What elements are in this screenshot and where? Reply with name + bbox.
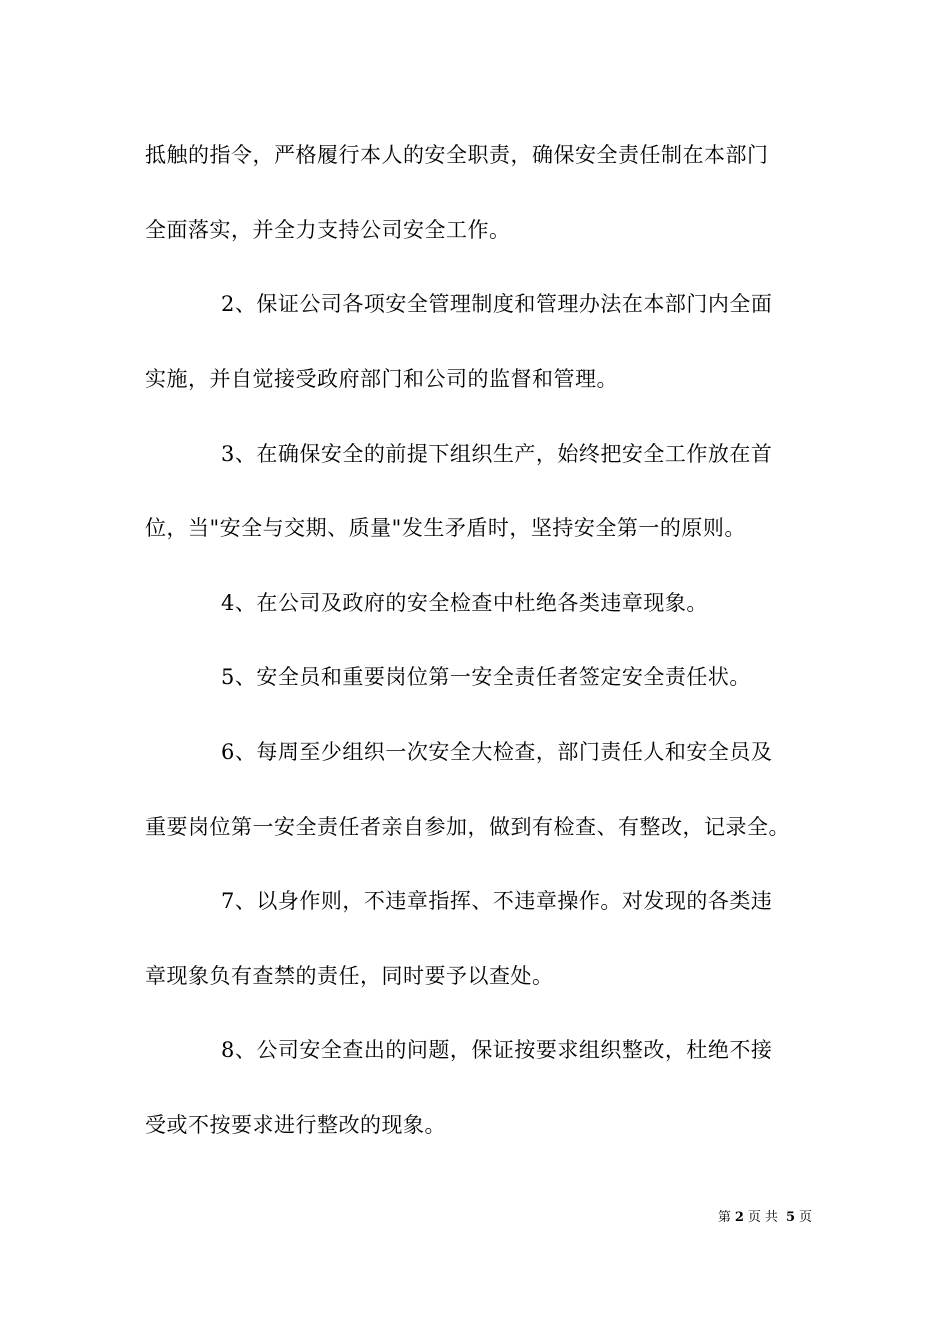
footer-page-word: 页 bbox=[747, 1210, 761, 1225]
text-line: 受或不按要求进行整改的现象。 bbox=[145, 1113, 446, 1137]
current-page-number: 2 bbox=[734, 1210, 744, 1225]
page-footer bbox=[0, 1209, 812, 1227]
paragraph-5: 5、安全员和重要岗位第一安全责任者签定安全责任状。 bbox=[221, 665, 751, 689]
text-line: 章现象负有查禁的责任，同时要予以查处。 bbox=[145, 964, 554, 988]
paragraph-6-start: 6、每周至少组织一次安全大检查，部门责任人和安全员及 bbox=[221, 740, 773, 764]
paragraph-7-start: 7、以身作则，不违章指挥、不违章操作。对发现的各类违 bbox=[221, 889, 773, 913]
footer-total-word: 共 bbox=[764, 1210, 778, 1225]
text-line: 位，当"安全与交期、质量"发生矛盾时，坚持安全第一的原则。 bbox=[145, 516, 746, 540]
text-line: 抵触的指令，严格履行本人的安全职责，确保安全责任制在本部门 bbox=[145, 143, 769, 167]
footer-suffix: 页 bbox=[798, 1210, 812, 1225]
text-line: 重要岗位第一安全责任者亲自参加，做到有检查、有整改，记录全。 bbox=[145, 815, 790, 839]
footer-prefix: 第 bbox=[717, 1210, 731, 1225]
paragraph-3-start: 3、在确保安全的前提下组织生产，始终把安全工作放在首 bbox=[221, 442, 773, 466]
total-pages-number: 5 bbox=[785, 1210, 795, 1225]
text-line: 实施，并自觉接受政府部门和公司的监督和管理。 bbox=[145, 367, 618, 391]
paragraph-2-start: 2、保证公司各项安全管理制度和管理办法在本部门内全面 bbox=[221, 292, 773, 316]
text-line: 全面落实，并全力支持公司安全工作。 bbox=[145, 218, 511, 242]
paragraph-8-start: 8、公司安全查出的问题，保证按要求组织整改，杜绝不接 bbox=[221, 1038, 773, 1062]
paragraph-4: 4、在公司及政府的安全检查中杜绝各类违章现象。 bbox=[221, 591, 708, 615]
